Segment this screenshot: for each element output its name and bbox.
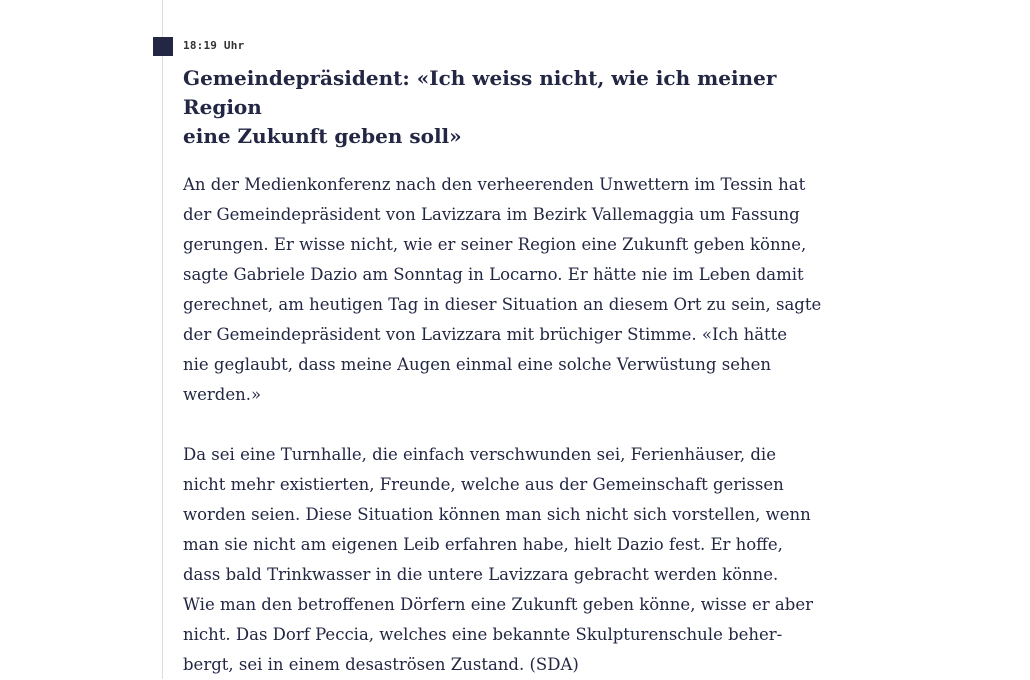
paragraph-line: An der Medienkonferenz nach den verheerenden Unwettern im Tessin hat xyxy=(183,175,806,194)
paragraph-line: werden.» xyxy=(183,385,262,404)
entry-headline xyxy=(183,64,823,151)
paragraph-line: nicht mehr existierten, Freunde, welche aus der Gemeinschaft gerissen xyxy=(183,475,784,494)
paragraph-line: nicht. Das Dorf Peccia, welches eine bekannte Skulpturenschule beher- xyxy=(183,625,783,644)
headline-line: eine Zukunft geben soll» xyxy=(183,124,462,148)
paragraph-line: dass bald Trinkwasser in die untere Lavizzara gebracht werden könne. xyxy=(183,565,779,584)
entry-paragraph-2 xyxy=(183,440,843,680)
paragraph-line: der Gemeindepräsident von Lavizzara mit brüchiger Stimme. «Ich hätte xyxy=(183,325,788,344)
timeline-marker xyxy=(153,37,173,56)
paragraph-line: Da sei eine Turnhalle, die einfach verschwunden sei, Ferienhäuser, die xyxy=(183,445,776,464)
entry-timestamp: 18:19 Uhr xyxy=(183,39,245,52)
paragraph-line: gerechnet, am heutigen Tag in dieser Situation an diesem Ort zu sein, sagte xyxy=(183,295,822,314)
timeline-line xyxy=(162,0,163,679)
paragraph-line: worden seien. Diese Situation können man sich nicht sich vorstellen, wenn xyxy=(183,505,811,524)
paragraph-line: man sie nicht am eigenen Leib erfahren habe, hielt Dazio fest. Er hoffe, xyxy=(183,535,783,554)
paragraph-line: gerungen. Er wisse nicht, wie er seiner Region eine Zukunft geben könne, xyxy=(183,235,807,254)
liveticker-entry xyxy=(183,38,843,680)
paragraph-line: der Gemeindepräsident von Lavizzara im Bezirk Vallemaggia um Fassung xyxy=(183,205,800,224)
paragraph-line: sagte Gabriele Dazio am Sonntag in Locarno. Er hätte nie im Leben damit xyxy=(183,265,804,284)
headline-line: Gemeindepräsident: «Ich weiss nicht, wie ich meiner Region xyxy=(183,66,777,119)
paragraph-line: nie geglaubt, dass meine Augen einmal eine solche Verwüstung sehen xyxy=(183,355,771,374)
paragraph-line: Wie man den betroffenen Dörfern eine Zukunft geben könne, wisse er aber xyxy=(183,595,813,614)
paragraph-line: bergt, sei in einem desaströsen Zustand. (SDA) xyxy=(183,655,579,674)
entry-paragraph-1 xyxy=(183,170,843,410)
